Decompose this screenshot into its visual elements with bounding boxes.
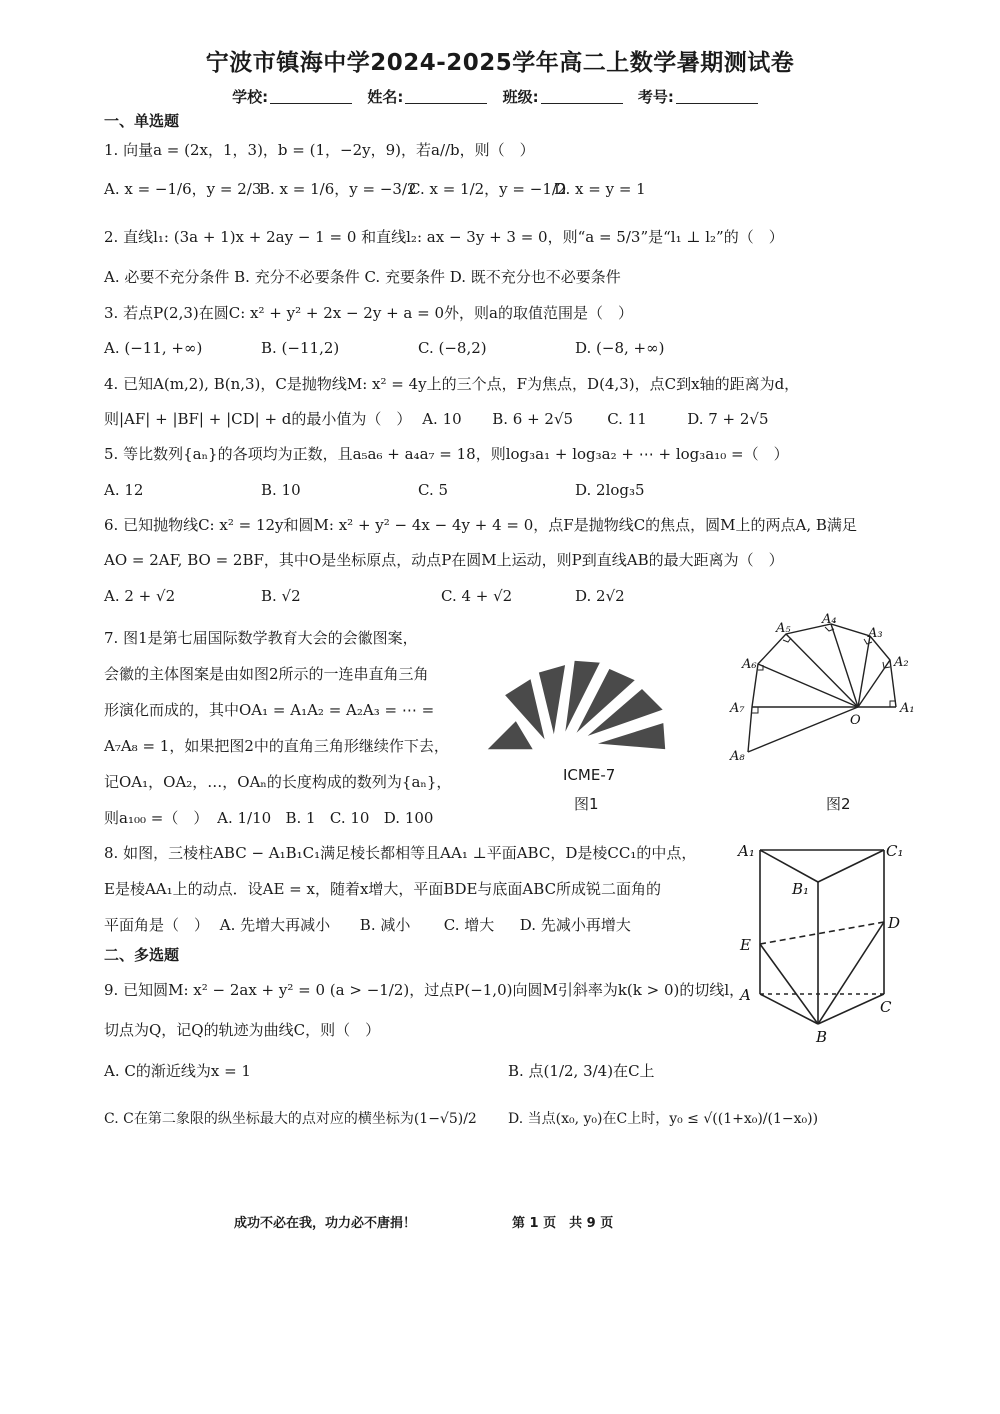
q8-option-b: B. 减小 xyxy=(359,916,411,934)
q9-line2: 切点为Q，记Q的轨迹为曲线C，则（ ） xyxy=(104,1021,381,1039)
q9-option-b: B. 点(1/2, 3/4)在C上 xyxy=(508,1062,655,1080)
q6-line1: 6. 已知抛物线C: x² = 12y和圆M: x² + y² − 4x − 4y + 4 = 0，点F是抛物线C的焦点，圆M上的两点A, B满足 xyxy=(104,516,857,534)
icme7-logo-figure xyxy=(476,650,676,770)
segment-ed xyxy=(760,922,884,944)
class-blank[interactable] xyxy=(541,89,623,104)
q2-options: A. 必要不充分条件 B. 充分不必要条件 C. 充要条件 D. 既不充分也不必要条件 xyxy=(104,268,621,286)
q7-option-c: C. 10 xyxy=(329,809,370,827)
figure2-spiral-triangles xyxy=(728,612,928,772)
label-a7: A₇ xyxy=(730,701,745,716)
label-a-prism: A xyxy=(740,986,751,1004)
q7-line6 xyxy=(104,800,484,836)
edge-a1b1 xyxy=(760,850,818,882)
label-o: O xyxy=(850,713,861,728)
q7-line3: 形演化而成的，其中OA₁ = A₁A₂ = A₂A₃ = ⋯ = xyxy=(104,701,435,719)
q6-line2: AO = 2AF, BO = 2BF，其中O是坐标原点，动点P在圆M上运动，则P到直线AB的最大距离为（ ） xyxy=(104,551,784,569)
student-info-line xyxy=(0,86,1000,107)
q6-option-d: D. 2√2 xyxy=(575,587,625,605)
q6-option-a: A. 2 + √2 xyxy=(104,587,176,605)
edge-ab xyxy=(760,994,818,1024)
q1-option-b: B. x = 1/6，y = −3/2 xyxy=(259,180,417,198)
q4-option-c: C. 11 xyxy=(607,410,647,428)
label-a2: A₂ xyxy=(894,655,909,670)
q7-stem-end: 则a₁₀₀ =（ ） xyxy=(104,809,209,827)
name-blank[interactable] xyxy=(405,89,487,104)
segment-oa2 xyxy=(858,660,890,707)
q5-option-b: B. 10 xyxy=(261,481,301,499)
right-angle-mark xyxy=(752,707,758,713)
prism-figure xyxy=(736,834,916,1048)
label-a5: A₅ xyxy=(776,621,791,636)
q4-option-d: D. 7 + 2√5 xyxy=(687,410,769,428)
section-multiple-choice: 二、多选题 xyxy=(104,946,180,964)
q7-line2: 会徽的主体图案是由如图2所示的一连串直角三角 xyxy=(104,665,429,683)
label-a4: A₄ xyxy=(822,612,837,627)
name-label: 姓名: xyxy=(367,88,404,106)
q3-option-a: A. (−11, +∞) xyxy=(104,339,203,357)
label-e-prism: E xyxy=(740,936,751,954)
number-label: 考号: xyxy=(637,88,674,106)
figure2-caption: 图2 xyxy=(826,795,851,813)
q8-line3 xyxy=(104,914,631,936)
q5-stem: 5. 等比数列{aₙ}的各项均为正数，且a₅a₆ + a₄a₇ = 18，则log₃a₁ + log₃a₂ + ⋯ + log₃a₁₀ =（ ） xyxy=(104,445,789,463)
segment-oa4 xyxy=(831,624,858,707)
class-label: 班级: xyxy=(502,88,539,106)
q1-options xyxy=(104,178,646,200)
segment-oa5 xyxy=(786,634,858,707)
label-a1-prism: A₁ xyxy=(738,842,755,860)
footer-page-number: 第 1 页 共 9 页 xyxy=(512,1216,614,1231)
q7-line1: 7. 图1是第七届国际数学教育大会的会徽图案， xyxy=(104,629,418,647)
label-b1-prism: B₁ xyxy=(792,880,810,898)
q6-options xyxy=(104,585,625,607)
q5-option-c: C. 5 xyxy=(418,481,449,499)
spiral-outer-edges xyxy=(748,624,896,752)
label-b-prism: B xyxy=(816,1028,828,1046)
q3-option-d: D. (−8, +∞) xyxy=(575,339,665,357)
label-c1-prism: C₁ xyxy=(886,842,904,860)
footer-motto: 成功不必在我，功力必不唐捐！ xyxy=(234,1216,417,1231)
label-c-prism: C xyxy=(880,998,892,1016)
q5-option-d: D. 2log₃5 xyxy=(575,481,645,499)
label-a6: A₆ xyxy=(742,657,757,672)
q8-option-a: A. 先增大再减小 xyxy=(219,916,331,934)
q9-option-c: C. C在第二象限的纵坐标最大的点对应的横坐标为(1−√5)/2 xyxy=(104,1111,477,1127)
q8-line2: E是棱AA₁上的动点．设AE = x，随着x增大，平面BDE与底面ABC所成锐二面角的 xyxy=(104,880,662,898)
q4-option-b: B. 6 + 2√5 xyxy=(492,410,574,428)
q7-text xyxy=(104,620,484,836)
q2-stem: 2. 直线l₁: (3a + 1)x + 2ay − 1 = 0 和直线l₂: ax − 3y + 3 = 0，则“a = 5/3”是“l₁ ⊥ l₂”的（ ） xyxy=(104,228,784,246)
school-blank[interactable] xyxy=(270,89,352,104)
q3-stem: 3. 若点P(2,3)在圆C: x² + y² + 2x − 2y + a = 0外，则a的取值范围是（ ） xyxy=(104,304,633,322)
q5-options xyxy=(104,479,645,501)
page-title: 宁波市镇海中学2024-2025学年高二上数学暑期测试卷 xyxy=(205,50,795,76)
q1-option-a: A. x = −1/6，y = 2/3 xyxy=(104,180,262,198)
q3-option-c: C. (−8,2) xyxy=(418,339,487,357)
segment-oa6 xyxy=(758,664,858,707)
q4-stem-end: 则|AF| + |BF| + |CD| + d的最小值为（ ） xyxy=(104,410,412,428)
label-d-prism: D xyxy=(888,914,901,932)
q4-option-a: A. 10 xyxy=(422,410,462,428)
icme7-logo-text: ICME-7 xyxy=(563,766,616,784)
q5-option-a: A. 12 xyxy=(104,481,144,499)
q4-line2 xyxy=(104,408,769,430)
q4-line1: 4. 已知A(m,2), B(n,3)，C是抛物线M: x² = 4y上的三个点，F为焦点，D(4,3)，点C到x轴的距离为d， xyxy=(104,375,800,393)
q6-option-c: C. 4 + √2 xyxy=(441,587,513,605)
q1-option-c: C. x = 1/2，y = −1/2 xyxy=(409,180,567,198)
segment-eb xyxy=(760,944,818,1024)
segment-oa3 xyxy=(858,636,870,707)
q3-options xyxy=(104,337,664,359)
logo-triangle-1 xyxy=(486,720,534,750)
segment-oa8 xyxy=(748,707,858,752)
number-blank[interactable] xyxy=(676,89,758,104)
q7-option-a: A. 1/10 xyxy=(217,809,272,827)
q8-stem-end: 平面角是（ ） xyxy=(104,916,210,934)
section-single-choice: 一、单选题 xyxy=(104,112,180,130)
label-a8: A₈ xyxy=(730,749,745,764)
q8-option-c: C. 增大 xyxy=(443,916,495,934)
q9-line1: 9. 已知圆M: x² − 2ax + y² = 0 (a > −1/2)，过点P(−1,0)向圆M引斜率为k(k > 0)的切线l， xyxy=(104,981,745,999)
figure1-caption: 图1 xyxy=(574,795,599,813)
q1-stem: 1. 向量a = (2x，1，3)，b = (1，−2y，9)，若a//b，则（ ） xyxy=(104,141,535,159)
q7-option-b: B. 1 xyxy=(285,809,316,827)
edge-b1c1 xyxy=(818,850,884,882)
label-a3: A₃ xyxy=(868,626,883,641)
label-a1: A₁ xyxy=(900,701,915,716)
q8-line1: 8. 如图，三棱柱ABC − A₁B₁C₁满足棱长都相等且AA₁ ⊥平面ABC，D是棱CC₁的中点， xyxy=(104,844,697,862)
q9-option-d: D. 当点(x₀, y₀)在C上时，y₀ ≤ √((1+x₀)/(1−x₀)) xyxy=(508,1111,819,1127)
q6-option-b: B. √2 xyxy=(261,587,301,605)
q1-option-d: D. x = y = 1 xyxy=(554,180,646,198)
school-label: 学校: xyxy=(232,88,269,106)
q3-option-b: B. (−11,2) xyxy=(261,339,340,357)
q7-line4: A₇A₈ = 1，如果把图2中的直角三角形继续作下去， xyxy=(104,737,449,755)
q7-option-d: D. 100 xyxy=(383,809,434,827)
q8-option-d: D. 先减小再增大 xyxy=(519,916,631,934)
q9-option-a: A. C的渐近线为x = 1 xyxy=(104,1062,251,1080)
q7-line5: 记OA₁，OA₂，…，OAₙ的长度构成的数列为{aₙ}， xyxy=(104,773,452,791)
